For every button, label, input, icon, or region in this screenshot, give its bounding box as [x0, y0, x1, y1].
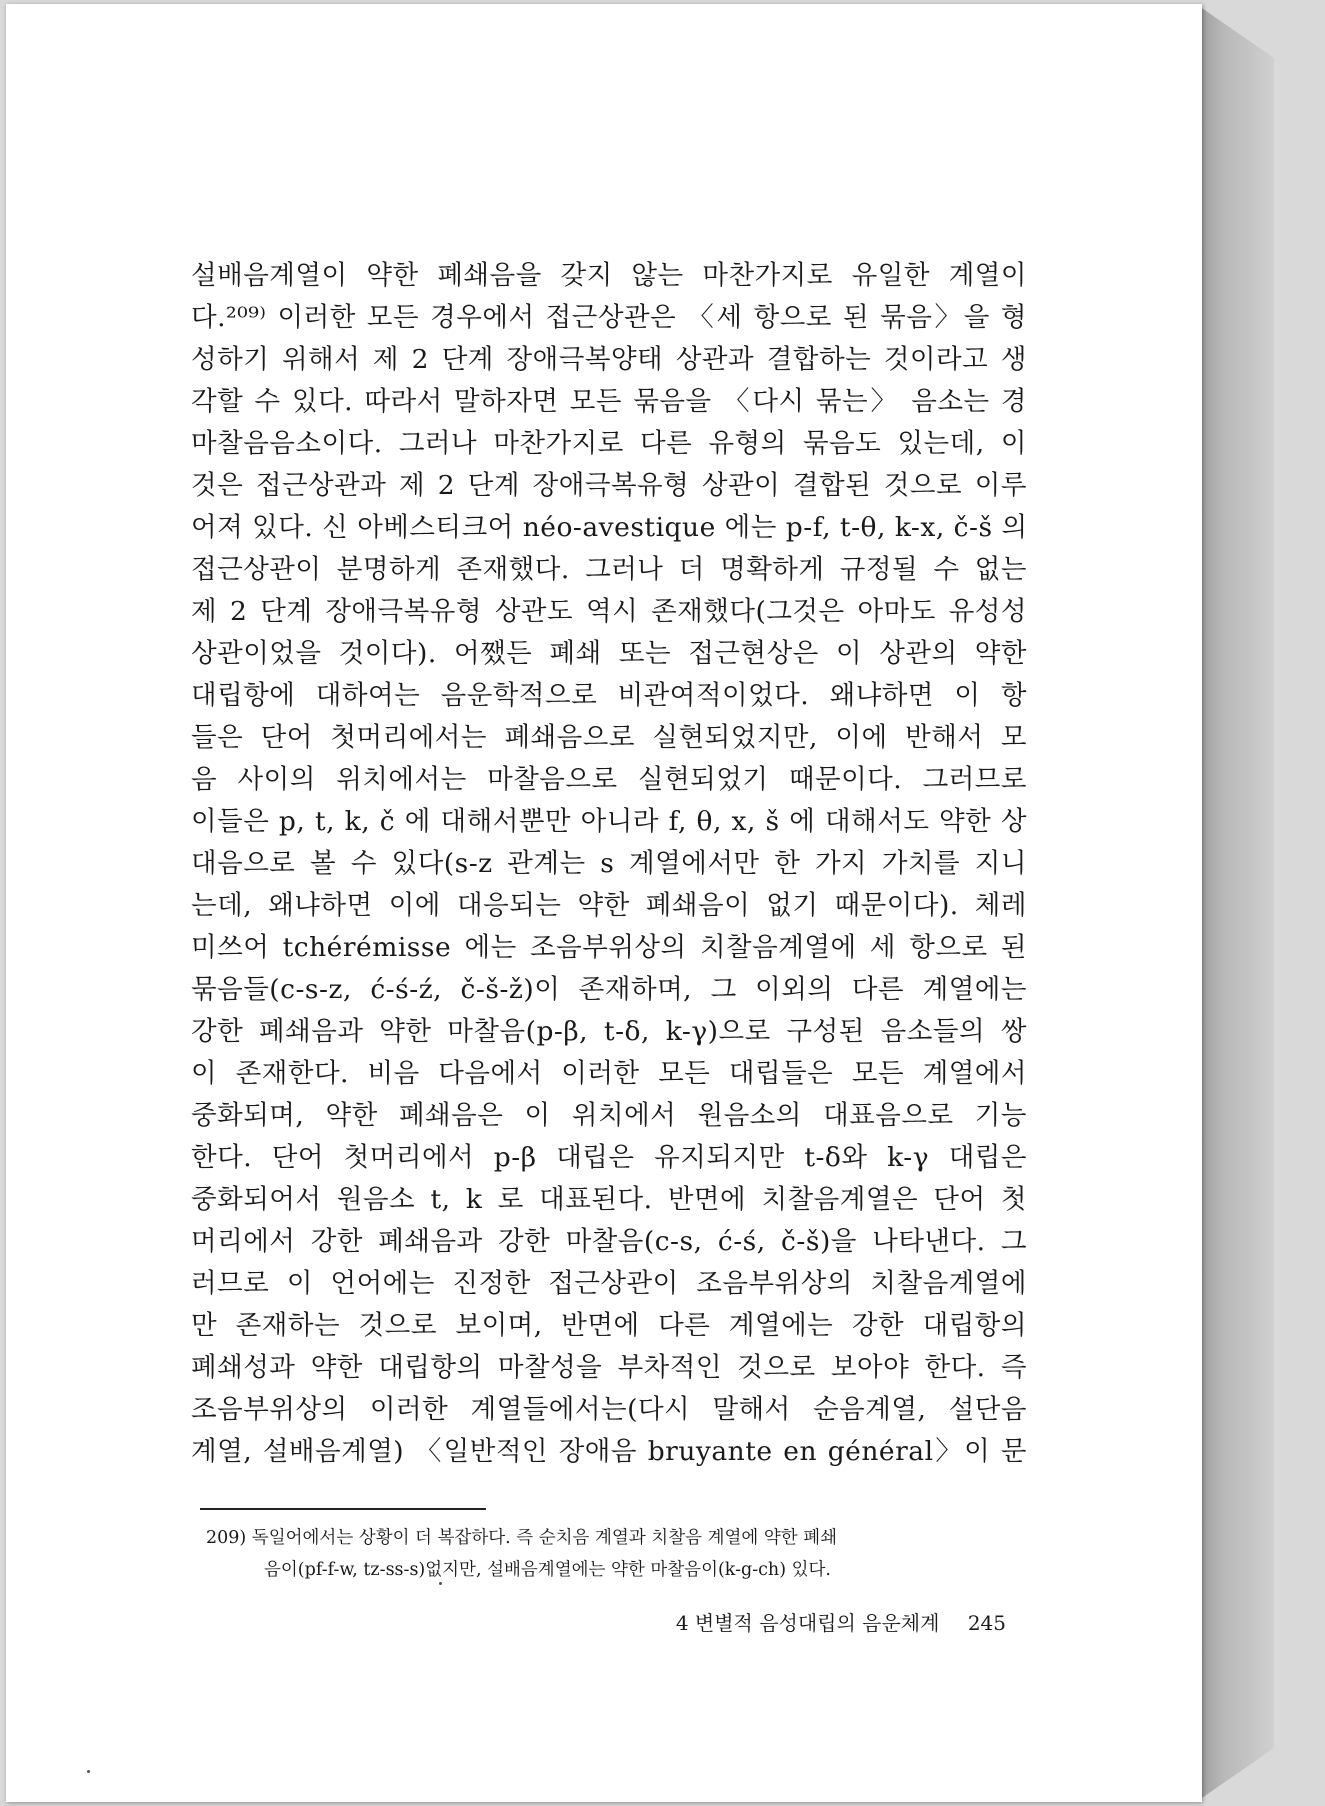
footnote-line: 209) 독일어에서는 상황이 더 복잡하다. 즉 순치음 계열과 치찰음 계열에 약한 폐쇄 [206, 1528, 838, 1548]
body-text [191, 255, 1027, 1473]
body-line: 중화되며, 약한 폐쇄음은 이 위치에서 원음소의 대표음으로 기능 [191, 1100, 1027, 1131]
footnote-line: 음이(pf-f-w, tz-ss-s)없지만, 설배음계열에는 약한 마찰음이(k-g-ch) 있다. [264, 1560, 831, 1580]
body-line: 대음으로 볼 수 있다(s-z 관계는 s 계열에서만 한 가지 가치를 지니 [191, 848, 1027, 879]
body-line: 묶음들(c-s-z, ć-ś-ź, č-š-ž)이 존재하며, 그 이외의 다른 계열에는 [191, 974, 1027, 1005]
body-line: 이 존재한다. 비음 다음에서 이러한 모든 대립들은 모든 계열에서 [191, 1058, 1027, 1089]
body-line: 어져 있다. 신 아베스티크어 néo-avestique 에는 p-f, t-θ, k-x, č-š 의 [191, 512, 1028, 543]
book-page-edge [1196, 4, 1274, 1802]
body-line: 는데, 왜냐하면 이에 대응되는 약한 폐쇄음이 없기 때문이다). 체레 [191, 890, 1027, 921]
body-line: 마찰음음소이다. 그러나 마찬가지로 다른 유형의 묶음도 있는데, 이 [191, 428, 1027, 459]
body-line: 음 사이의 위치에서는 마찰음으로 실현되었기 때문이다. 그러므로 [191, 764, 1027, 795]
running-footer [676, 1607, 1006, 1636]
book-page [6, 4, 1202, 1802]
body-line: 상관이었을 것이다). 어쨌든 폐쇄 또는 접근현상은 이 상관의 약한 [191, 638, 1027, 669]
body-line: 러므로 이 언어에는 진정한 접근상관이 조음부위상의 치찰음계열에 [191, 1268, 1027, 1299]
body-line: 만 존재하는 것으로 보이며, 반면에 다른 계열에는 강한 대립항의 [191, 1310, 1027, 1341]
body-line: 접근상관이 분명하게 존재했다. 그러나 더 명확하게 규정될 수 없는 [191, 554, 1027, 585]
body-line: 강한 폐쇄음과 약한 마찰음(p-β, t-δ, k-γ)으로 구성된 음소들의 쌍 [191, 1016, 1027, 1047]
body-line: 폐쇄성과 약한 대립항의 마찰성을 부차적인 것으로 보아야 한다. 즉 [191, 1352, 1027, 1383]
body-line: 머리에서 강한 폐쇄음과 강한 마찰음(c-s, ć-ś, č-š)을 나타낸다. 그 [191, 1226, 1027, 1257]
body-line: 대립항에 대하여는 음운학적으로 비관여적이었다. 왜냐하면 이 항 [191, 680, 1027, 711]
body-line: 각할 수 있다. 따라서 말하자면 모든 묶음을 〈다시 묶는〉 음소는 경 [191, 386, 1027, 417]
body-line: 것은 접근상관과 제 2 단계 장애극복유형 상관이 결합된 것으로 이루 [191, 470, 1027, 501]
body-line: 성하기 위해서 제 2 단계 장애극복양태 상관과 결합하는 것이라고 생 [191, 344, 1027, 375]
body-line: 제 2 단계 장애극복유형 상관도 역시 존재했다(그것은 아마도 유성성 [191, 596, 1027, 627]
body-line: 한다. 단어 첫머리에서 p-β 대립은 유지되지만 t-δ와 k-γ 대립은 [191, 1142, 1027, 1173]
body-line: 설배음계열이 약한 폐쇄음을 갖지 않는 마찬가지로 유일한 계열이 [191, 260, 1027, 291]
page-number: 245 [967, 1611, 1006, 1635]
chapter-title: 4 변별적 음성대립의 음운체계 [675, 1611, 940, 1635]
body-line: 다.²⁰⁹⁾ 이러한 모든 경우에서 접근상관은 〈세 항으로 된 묶음〉을 형 [191, 302, 1027, 333]
footnote-divider [200, 1508, 486, 1510]
body-line: 들은 단어 첫머리에서는 폐쇄음으로 실현되었지만, 이에 반해서 모 [191, 722, 1027, 753]
body-line: 조음부위상의 이러한 계열들에서는(다시 말해서 순음계열, 설단음 [191, 1394, 1027, 1425]
scan-speck [439, 1582, 442, 1585]
scan-speck [87, 1770, 90, 1773]
body-line: 이들은 p, t, k, č 에 대해서뿐만 아니라 f, θ, x, š 에 대해서도 약한 상 [191, 806, 1027, 837]
body-line: 중화되어서 원음소 t, k 로 대표된다. 반면에 치찰음계열은 단어 첫 [191, 1184, 1027, 1215]
body-line: 계열, 설배음계열) 〈일반적인 장애음 bruyante en général〉이 문 [191, 1436, 1027, 1467]
footnote-block [206, 1522, 1026, 1586]
body-line: 미쓰어 tchérémisse 에는 조음부위상의 치찰음계열에 세 항으로 된 [191, 932, 1027, 963]
